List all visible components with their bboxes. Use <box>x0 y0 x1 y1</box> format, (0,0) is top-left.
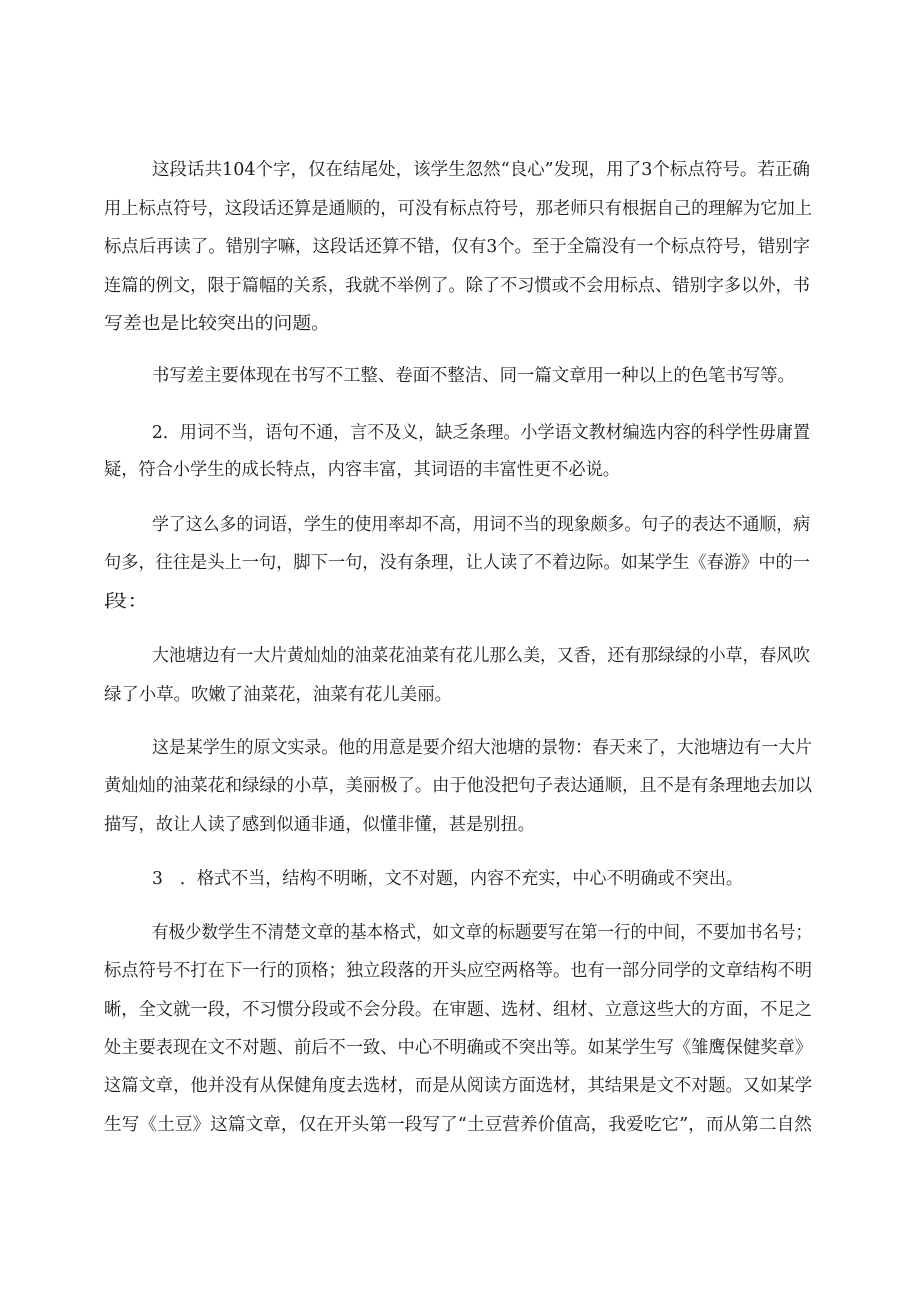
p8-line-5-text: 这篇文章，他并没有从保健角度去选材，而是从阅读方面选材，其结果是文不对题。又如某学 <box>104 1076 812 1096</box>
p1-line-1-text: 这段话共104个字，仅在结尾处，该学生忽然“良心”发现，用了3个标点符号。若正确 <box>152 160 810 180</box>
p6-line-1-text: 这是某学生的原文实录。他的用意是要介绍大池塘的景物：春天来了，大池塘边有一大片 <box>152 738 812 758</box>
p1-line-5-text: 写差也是比较突出的问题。 <box>104 314 330 334</box>
p4-line-2 <box>0 548 920 578</box>
p8-line-3 <box>0 995 920 1025</box>
p2-line-1 <box>0 361 920 391</box>
p8-line-2 <box>0 956 920 986</box>
p4-line-3-text: 段： <box>104 592 150 612</box>
p8-line-1-text: 有极少数学生不清楚文章的基本格式，如文章的标题要写在第一行的中间，不要加书名号； <box>152 923 812 943</box>
p8-line-3-text: 晰，全文就一段，不习惯分段或不会分段。在审题、选材、组材、立意这些大的方面，不足之 <box>104 1000 812 1020</box>
p6-line-3 <box>0 810 920 840</box>
p1-line-2 <box>0 194 920 224</box>
p3-line-1 <box>0 418 920 448</box>
p7-line-1-text: 3 ．格式不当，结构不明晰，文不对题，内容不充实，中心不明确或不突出。 <box>152 869 743 889</box>
p4-line-3 <box>0 587 920 617</box>
p4-line-2-text: 句多，往往是头上一句，脚下一句，没有条理，让人读了不着边际。如某学生《春游》中的一 <box>104 553 810 573</box>
p1-line-1 <box>0 155 920 185</box>
p8-line-4-text: 处主要表现在文不对题、前后不一致、中心不明确或不突出等。如某学生写《雏鹰保健奖章》 <box>104 1038 812 1058</box>
p5-line-2 <box>0 680 920 710</box>
p1-line-3-text: 标点后再读了。错别字嘛，这段话还算不错，仅有3个。至于全篇没有一个标点符号，错别字 <box>104 237 810 257</box>
p1-line-4 <box>0 271 920 301</box>
p1-line-2-text: 用上标点符号，这段话还算是通顺的，可没有标点符号，那老师只有根据自己的理解为它加上 <box>104 199 812 219</box>
p3-line-2-text: 疑，符合小学生的成长特点，内容丰富，其词语的丰富性更不必说。 <box>104 460 620 480</box>
p8-line-2-text: 标点符号不打在下一行的顶格；独立段落的开头应空两格等。也有一部分同学的文章结构不明 <box>104 961 812 981</box>
p5-line-1 <box>0 641 920 671</box>
p8-line-6 <box>0 1110 920 1140</box>
p8-line-6-text: 生写《土豆》这篇文章，仅在开头第一段写了“土豆营养价值高，我爱吃它”，而从第二自然 <box>104 1115 812 1135</box>
p8-line-1 <box>0 918 920 948</box>
p1-line-4-text: 连篇的例文，限于篇幅的关系，我就不举例了。除了不习惯或不会用标点、错别字多以外，书 <box>104 276 810 296</box>
p6-line-3-text: 描写，故让人读了感到似通非通，似懂非懂，甚是别扭。 <box>104 815 535 835</box>
p7-line-1 <box>0 864 920 894</box>
p6-line-2 <box>0 771 920 801</box>
p5-line-2-text: 绿了小草。吹嫩了油菜花，油菜有花儿美丽。 <box>104 685 452 705</box>
p3-line-1-text: 2．用词不当，语句不通，言不及义，缺乏条理。小学语文教材编选内容的科学性毋庸置 <box>152 423 810 443</box>
p8-line-5 <box>0 1071 920 1101</box>
p6-line-2-text: 黄灿灿的油菜花和绿绿的小草，美丽极了。由于他没把句子表达通顺，且不是有条理地去加以 <box>104 776 812 796</box>
p5-line-1-text: 大池塘边有一大片黄灿灿的油菜花油菜有花儿那么美，又香，还有那绿绿的小草，春风吹 <box>152 646 810 666</box>
p6-line-1 <box>0 733 920 763</box>
p8-line-4 <box>0 1033 920 1063</box>
p1-line-3 <box>0 232 920 262</box>
p1-line-5 <box>0 309 920 339</box>
p3-line-2 <box>0 455 920 485</box>
p4-line-1-text: 学了这么多的词语，学生的使用率却不高，用词不当的现象颇多。句子的表达不通顺，病 <box>152 515 810 535</box>
p4-line-1 <box>0 510 920 540</box>
p2-line-1-text: 书写差主要体现在书写不工整、卷面不整洁、同一篇文章用一种以上的色笔书写等。 <box>152 366 795 386</box>
